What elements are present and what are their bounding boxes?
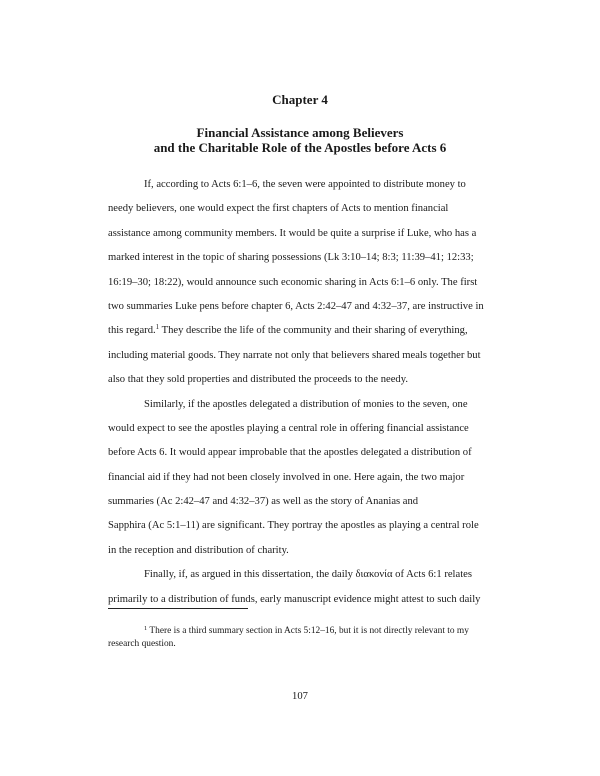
body-line: 16:19–30; 18:22), would announce such economic sharing in Acts 6:1–6 only. The first: [108, 276, 478, 288]
body-line: including material goods. They narrate not only that believers shared meals together but: [108, 349, 481, 361]
footnote-line: research question.: [108, 638, 176, 649]
body-line: assistance among community members. It would be quite a surprise if Luke, who has a: [108, 227, 477, 239]
body-line: Finally, if, as argued in this dissertation, the daily διακονία of Acts 6:1 relates: [144, 569, 472, 581]
body-line: marked interest in the topic of sharing possessions (Lk 3:10–14; 8:3; 11:39–41; 12:33;: [108, 252, 474, 264]
chapter-title-line-2: and the Charitable Role of the Apostles before Acts 6: [153, 140, 447, 155]
body-line: before Acts 6. It would appear improbable that the apostles delegated a distribution of: [108, 447, 472, 459]
body-line-with-footnote: [108, 319, 514, 343]
body-line: summaries (Ac 2:42–47 and 4:32–37) as well as the story of Ananias and: [108, 496, 419, 508]
footnote-marker: 1: [144, 625, 148, 632]
body-line: needy believers, one would expect the first chapters of Acts to mention financial: [108, 203, 449, 215]
footnote-text: There is a third summary section in Acts 5:12–16, but it is not directly relevant to my: [147, 626, 469, 636]
footnote-divider: [108, 608, 248, 609]
chapter-label: Chapter 4: [272, 92, 328, 107]
footnote: [108, 625, 514, 650]
chapter-title: [0, 125, 600, 155]
body-line: financial aid if they had not been closely involved in one. Here again, the two major: [108, 471, 465, 483]
footnote-line: [108, 625, 514, 638]
body-line: in the reception and distribution of charity.: [108, 544, 289, 556]
body-line: primarily to a distribution of funds, early manuscript evidence might attest to such daily: [108, 593, 481, 605]
chapter-title-line-1: Financial Assistance among Believers: [196, 125, 404, 140]
body-line-text: They describe the life of the community and their sharing of everything,: [161, 325, 468, 337]
body-line: would expect to see the apostles playing a central role in offering financial assistance: [108, 422, 469, 434]
body-line: If, according to Acts 6:1–6, the seven were appointed to distribute money to: [144, 179, 466, 190]
body-text: [108, 173, 514, 612]
body-line: Similarly, if the apostles delegated a distribution of monies to the seven, one: [144, 398, 468, 410]
body-line: also that they sold properties and distributed the proceeds to the needy.: [108, 374, 408, 386]
body-line-text: this regard.: [108, 325, 156, 337]
body-line: two summaries Luke pens before chapter 6, Acts 2:42–47 and 4:32–37, are instructive in: [108, 300, 484, 312]
page-number: 107: [292, 691, 308, 702]
footnote-reference[interactable]: 1: [155, 323, 160, 332]
body-line: Sapphira (Ac 5:1–11) are significant. They portray the apostles as playing a central role: [108, 520, 479, 532]
